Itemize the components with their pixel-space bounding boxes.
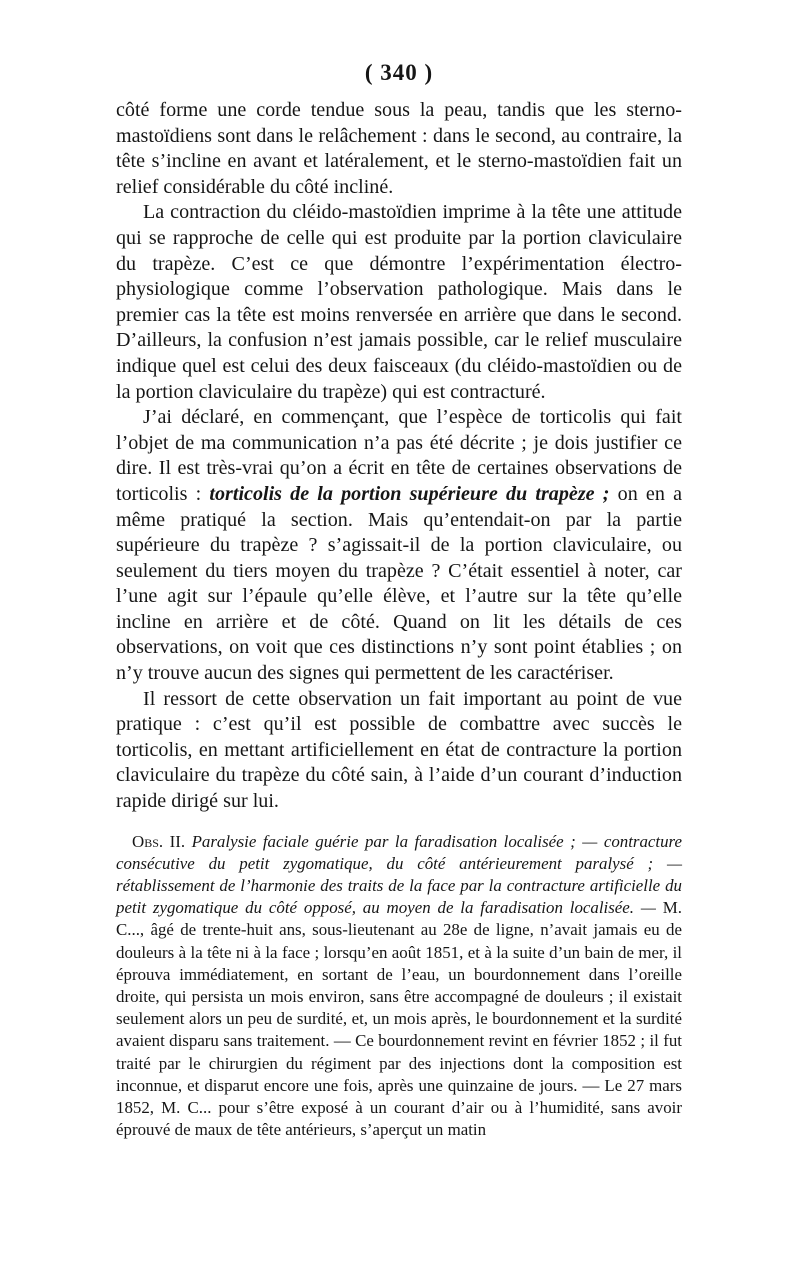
paragraph-3 [116, 405, 682, 687]
paragraph-1 [116, 98, 682, 200]
paragraph-2 [116, 200, 682, 405]
observation-title: Paralysie faciale guérie par la faradisation localisée ; — contracture consécutive du petit zygomatique, du côté antérieurement paralysé ; — rétablissement de l’harmonie des traits de la face par la contracture artificielle du petit zygomatique du côté opposé, au moyen de la faradisation localisée. — [116, 831, 682, 918]
paragraph-4-text: Il ressort de cette observation un fait important au point de vue pratique : c’est qu’il est possible de combattre avec succès le torticolis, en mettant artificiellement en état de contracture la portion claviculaire du trapèze du côté sain, à l’aide d’un courant d’induction rapide dirigé sur lui. [116, 687, 682, 813]
paragraph-3-text-after: on en a même pratiqué la section. Mais qu’entendait-on par la partie supérieure du trapèze ? s’agissait-il de la portion claviculaire, ou seulement du tiers moyen du trapèze ? C’était essentiel à noter, car l’une agit sur l’épaule qu’elle élève, et l’autre sur la tête qu’elle incline en arrière et de côté. Quand on lit les détails de ces observations, on voit que ces distinctions n’y sont point établies ; on n’y trouve aucun des signes qui permettent de les caractériser. [116, 482, 682, 685]
book-page [116, 58, 682, 1158]
page-number: ( 340 ) [364, 60, 434, 85]
observation-label: Obs. II. [132, 831, 186, 851]
paragraph-3-emphasis: torticolis de la portion supérieure du trapèze ; [209, 482, 610, 505]
paragraph-4 [116, 687, 682, 815]
paragraph-1-text: côté forme une corde tendue sous la peau, tandis que les sterno-mastoïdiens sont dans le relâchement : dans le second, au contraire, la tête s’incline en avant et latéralement, et le sterno-mastoïdien fait un relief considérable du côté incliné. [116, 99, 682, 198]
paragraph-2-text: La contraction du cléido-mastoïdien imprime à la tête une attitude qui se rapproche de celle qui est produite par la portion claviculaire du trapèze. C’est ce que démontre l’expérimentation électro-physiologique comme l’observation pathologique. Mais dans le premier cas la tête est moins renversée en arrière que dans le second. D’ailleurs, la confusion n’est jamais possible, car le relief musculaire indique quel est celui des deux faisceaux (du cléido-mastoïdien ou de la portion claviculaire du trapèze) qui est contracturé. [116, 201, 682, 403]
paragraph-3-text-before: J’ai déclaré, en commençant, que l’espèce de torticolis qui fait l’objet de ma communication n’a pas été décrite ; je dois justifier ce dire. Il est très-vrai qu’on a écrit en tête de certaines observations de torticolis : [116, 406, 682, 505]
observation-text: M. C..., âgé de trente-huit ans, sous-lieutenant au 28e de ligne, n’avait jamais eu de douleurs à la tête ni à la face ; lorsqu’en août 1851, et à la suite d’un bain de mer, il éprouva immédiatement, en sortant de l’eau, un bourdonnement dans l’oreille droite, qui persista un mois environ, sans être accompagné de douleurs ; il existait seulement alors un peu de surdité, et, un mois après, le bourdonnement et la surdité avaient disparu sans traitement. — Ce bourdonnement revint en février 1852 ; il fut traité par le chirurgien du régiment par des injections dont la composition est inconnue, et disparut encore une fois, après une quinzaine de jours. — Le 27 mars 1852, M. C... pour s’être exposé à un courant d’air ou à l’humidité, sans avoir éprouvé de maux de tête antérieurs, s’aperçut un matin [116, 898, 683, 1140]
observation-block [116, 831, 682, 1142]
